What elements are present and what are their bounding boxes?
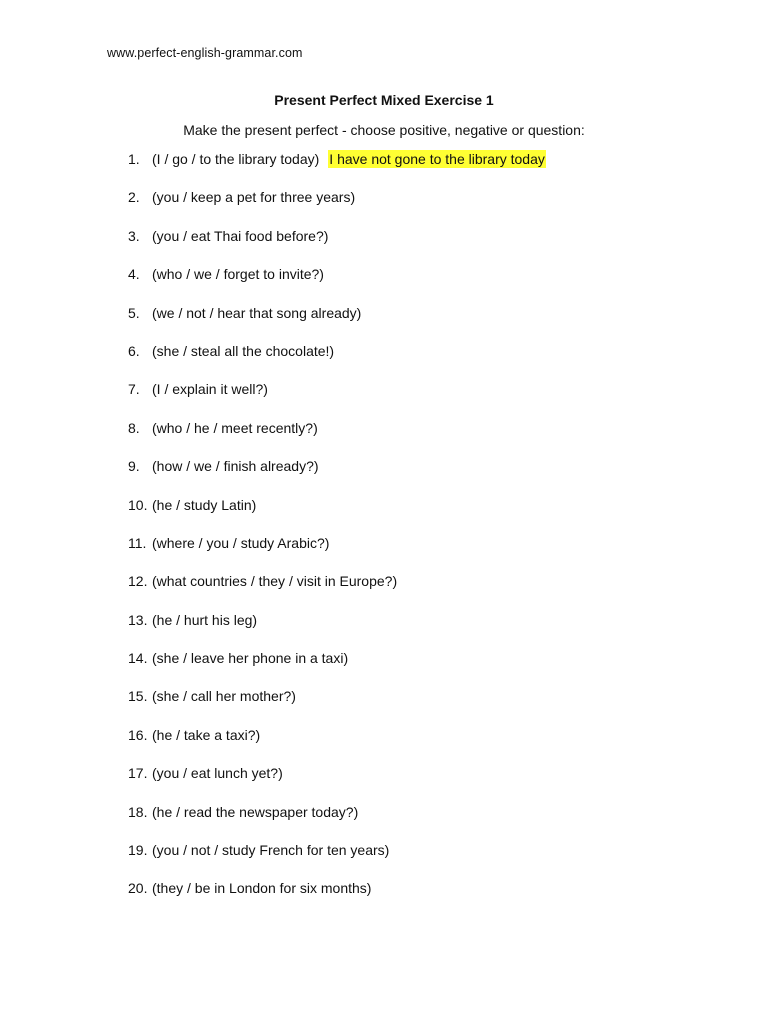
exercise-item-6	[128, 342, 546, 380]
item-prompt: (she / call her mother?)	[152, 688, 296, 705]
item-prompt: (we / not / hear that song already)	[152, 304, 362, 321]
exercise-item-15	[128, 687, 546, 725]
item-prompt: (she / leave her phone in a taxi)	[152, 650, 349, 667]
item-prompt: (you / not / study French for ten years)	[152, 842, 390, 859]
exercise-item-13	[128, 611, 546, 649]
item-number: 17.	[128, 765, 148, 782]
item-prompt: (how / we / finish already?)	[152, 458, 319, 475]
exercise-item-11	[128, 534, 546, 572]
item-prompt: (I / explain it well?)	[152, 381, 268, 398]
item-number: 12.	[128, 573, 148, 590]
item-number: 3.	[128, 227, 140, 244]
item-number: 9.	[128, 458, 140, 475]
item-number: 2.	[128, 189, 140, 206]
exercise-item-7	[128, 380, 546, 418]
exercise-item-19	[128, 841, 546, 879]
item-answer-highlighted: I have not gone to the library today	[329, 151, 545, 167]
item-number: 5.	[128, 304, 140, 321]
item-prompt: (where / you / study Arabic?)	[152, 534, 330, 551]
item-number: 16.	[128, 726, 148, 743]
item-prompt: (they / be in London for six months)	[152, 880, 372, 897]
item-prompt: (who / we / forget to invite?)	[152, 266, 324, 283]
item-prompt: (you / eat lunch yet?)	[152, 765, 283, 782]
item-prompt: (he / study Latin)	[152, 496, 257, 513]
item-prompt: (you / keep a pet for three years)	[152, 189, 356, 206]
exercise-item-18	[128, 803, 546, 841]
item-number: 7.	[128, 381, 140, 398]
exercise-item-9	[128, 457, 546, 495]
page-title: Present Perfect Mixed Exercise 1	[274, 92, 494, 108]
exercise-item-3	[128, 227, 546, 265]
exercise-item-4	[128, 265, 546, 303]
item-prompt: (he / read the newspaper today?)	[152, 803, 359, 820]
item-number: 14.	[128, 650, 148, 667]
item-prompt: (she / steal all the chocolate!)	[152, 342, 335, 359]
item-number: 4.	[128, 266, 140, 283]
item-prompt: (who / he / meet recently?)	[152, 419, 318, 436]
exercise-list	[128, 150, 546, 918]
item-number: 11.	[128, 534, 147, 551]
item-prompt: (he / take a taxi?)	[152, 726, 261, 743]
exercise-item-1	[128, 150, 546, 188]
exercise-item-17	[128, 764, 546, 802]
exercise-item-5	[128, 304, 546, 342]
exercise-item-10	[128, 496, 546, 534]
exercise-item-12	[128, 572, 546, 610]
item-number: 10.	[128, 496, 148, 513]
site-url: www.perfect-english-grammar.com	[107, 46, 303, 60]
exercise-item-14	[128, 649, 546, 687]
exercise-item-8	[128, 419, 546, 457]
item-number: 15.	[128, 688, 148, 705]
item-prompt: (I / go / to the library today)	[152, 151, 320, 167]
item-number: 13.	[128, 611, 148, 628]
instruction-text: Make the present perfect - choose positive, negative or question:	[183, 122, 585, 138]
item-prompt: (he / hurt his leg)	[152, 611, 258, 628]
item-prompt: (what countries / they / visit in Europe?)	[152, 573, 398, 590]
item-number: 6.	[128, 342, 140, 359]
item-number: 8.	[128, 419, 140, 436]
item-number: 20.	[128, 880, 148, 897]
item-number: 1.	[128, 151, 140, 167]
exercise-item-2	[128, 188, 546, 226]
item-number: 19.	[128, 842, 148, 859]
item-prompt: (you / eat Thai food before?)	[152, 227, 329, 244]
exercise-item-20	[128, 879, 546, 917]
exercise-item-16	[128, 726, 546, 764]
item-number: 18.	[128, 803, 148, 820]
